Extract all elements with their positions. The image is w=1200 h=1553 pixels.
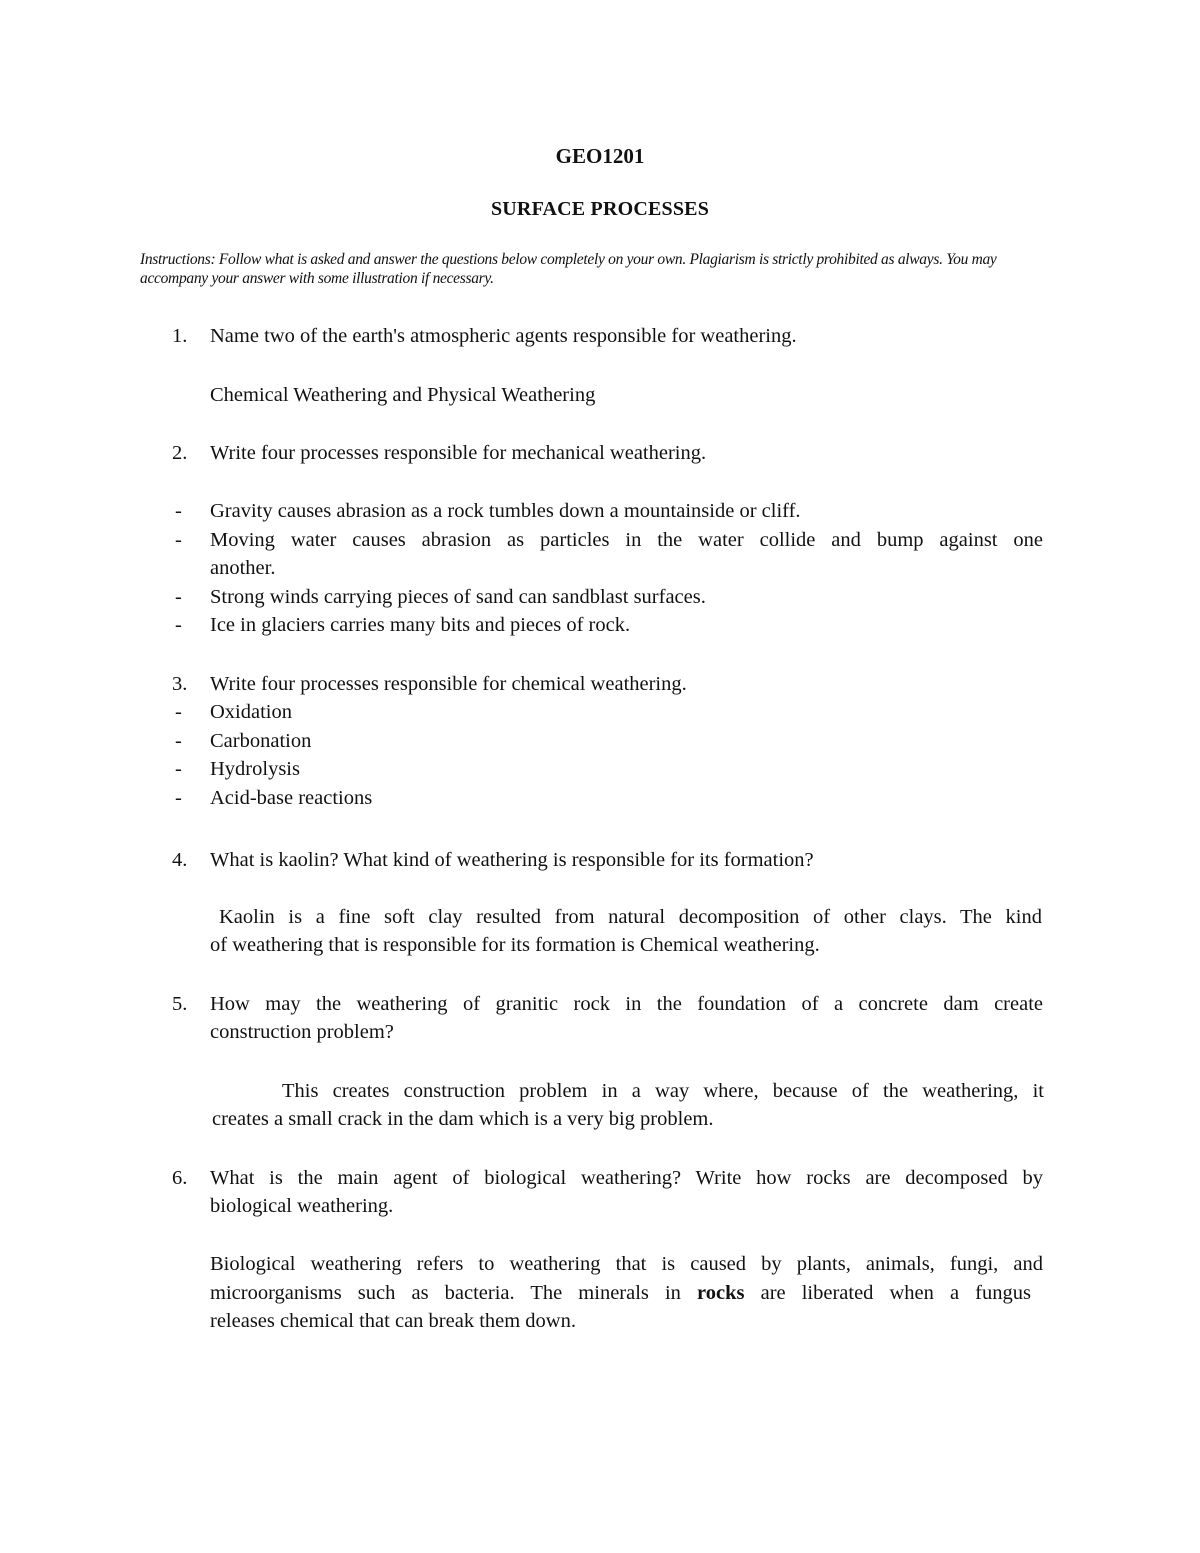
answer-text: are liberated when a fungus: [744, 1282, 1031, 1304]
q2-item-4: Ice in glaciers carries many bits and pieces of rock.: [210, 614, 631, 636]
question-6-text-line-2: biological weathering.: [210, 1195, 394, 1217]
list-bullet: -: [175, 787, 182, 809]
document-title: SURFACE PROCESSES: [490, 198, 710, 220]
question-6-text-line-1: What is the main agent of biological weathering? Write how rocks are decomposed by: [210, 1167, 1043, 1189]
q2-item-2-continued: another.: [210, 557, 276, 579]
question-6-answer-line-3: releases chemical that can break them down.: [210, 1310, 576, 1332]
question-4-answer-line-2: of weathering that is responsible for its formation is Chemical weathering.: [210, 934, 820, 956]
course-code: GEO1201: [555, 144, 645, 168]
q3-item-4: Acid-base reactions: [210, 787, 373, 809]
list-bullet: -: [175, 614, 182, 636]
question-5-answer-line-2: creates a small crack in the dam which is a very big problem.: [212, 1108, 714, 1130]
list-bullet: -: [175, 730, 182, 752]
question-5-text-line-1: How may the weathering of granitic rock in the foundation of a concrete dam create: [210, 993, 1043, 1015]
list-bullet: -: [175, 701, 182, 723]
question-4-answer-line-1: Kaolin is a fine soft clay resulted from natural decomposition of other clays. The kind: [219, 906, 1042, 928]
list-bullet: -: [175, 500, 182, 522]
question-1-number: 1.: [172, 325, 188, 347]
question-4-text: What is kaolin? What kind of weathering is responsible for its formation?: [210, 849, 814, 871]
question-6-answer-line-1: Biological weathering refers to weathering that is caused by plants, animals, fungi, and: [210, 1253, 1043, 1275]
question-6-number: 6.: [172, 1167, 188, 1189]
question-6-answer-line-2: [210, 1279, 1031, 1308]
q3-item-1: Oxidation: [210, 701, 292, 723]
question-2-text: Write four processes responsible for mechanical weathering.: [210, 442, 707, 464]
question-5-answer-line-1: This creates construction problem in a way where, because of the weathering, it: [282, 1080, 1044, 1102]
question-1-answer: Chemical Weathering and Physical Weathering: [210, 384, 596, 406]
question-3-text: Write four processes responsible for chemical weathering.: [210, 673, 687, 695]
list-bullet: -: [175, 758, 182, 780]
list-bullet: -: [175, 529, 182, 551]
q2-item-2: Moving water causes abrasion as particles in the water collide and bump against one: [210, 529, 1043, 551]
q3-item-3: Hydrolysis: [210, 758, 300, 780]
question-5-number: 5.: [172, 993, 188, 1015]
list-bullet: -: [175, 586, 182, 608]
instructions-text: Instructions: Follow what is asked and answer the questions below completely on your own. Plagiarism is strictly prohibited as always. You may accompany your answer with some illustration if necessary.: [140, 251, 997, 287]
question-2-number: 2.: [172, 442, 188, 464]
bold-term-rocks: rocks: [697, 1282, 745, 1304]
answer-text: microorganisms such as bacteria. The minerals in: [210, 1282, 698, 1304]
question-1-text: Name two of the earth's atmospheric agents responsible for weathering.: [210, 325, 797, 347]
q2-item-1: Gravity causes abrasion as a rock tumbles down a mountainside or cliff.: [210, 500, 801, 522]
question-5-text-line-2: construction problem?: [210, 1021, 394, 1043]
q2-item-3: Strong winds carrying pieces of sand can sandblast surfaces.: [210, 586, 706, 608]
question-4-number: 4.: [172, 849, 188, 871]
q3-item-2: Carbonation: [210, 730, 312, 752]
question-3-number: 3.: [172, 673, 188, 695]
